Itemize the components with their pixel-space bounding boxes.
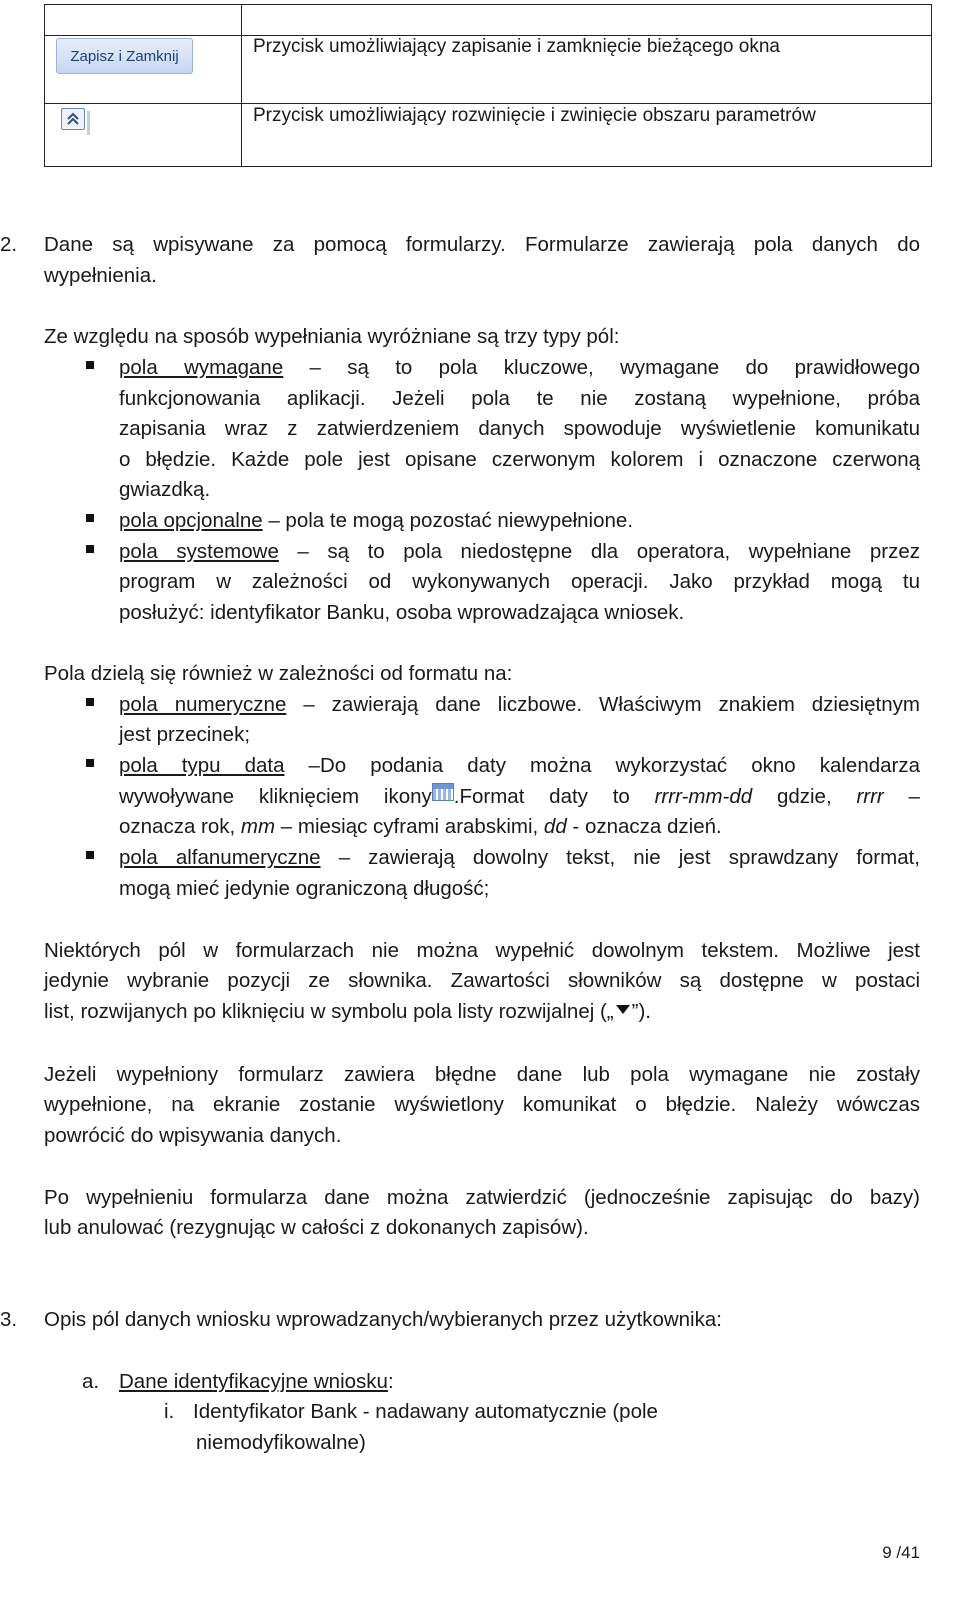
bullet-icon bbox=[86, 759, 94, 767]
item-i-line2: niemodyfikowalne) bbox=[196, 1431, 366, 1454]
error-para-line3: powrócić do wpisywania danych. bbox=[44, 1124, 342, 1147]
dropdown-arrow-icon bbox=[616, 1005, 630, 1014]
section-3-heading: Opis pól danych wniosku wprowadzanych/wybieranych przez użytkownika: bbox=[44, 1308, 722, 1331]
buttons-table bbox=[44, 4, 932, 167]
section-3-number: 3. bbox=[0, 1308, 18, 1331]
page-number: 9 /41 bbox=[882, 1543, 920, 1562]
expand-collapse-description: Przycisk umożliwiający rozwinięcie i zwinięcie obszaru parametrów bbox=[253, 105, 816, 126]
save-and-close-button[interactable]: Zapisz i Zamknij bbox=[56, 38, 193, 74]
required-fields-line2: funkcjonowania aplikacji. Jeżeli pola te nie zostaną wypełnione, próba bbox=[119, 387, 920, 410]
error-para-line1: Jeżeli wypełniony formularz zawiera błędne dane lub pola wymagane nie zostały bbox=[44, 1063, 920, 1086]
required-fields-line3: zapisania wraz z zatwierdzeniem danych spowoduje wyświetlenie komunikatu bbox=[119, 417, 920, 440]
bullet-icon bbox=[86, 698, 94, 706]
section-2-intro-line1: Dane są wpisywane za pomocą formularzy. Formularze zawierają pola danych do bbox=[44, 233, 920, 256]
numeric-fields-line1: pola numeryczne – zawierają dane liczbowe. Właściwym znakiem dziesiętnym bbox=[119, 693, 920, 716]
alnum-fields-line2: mogą mieć jedynie ograniczoną długość; bbox=[119, 877, 490, 900]
error-para-line2: wypełnione, na ekranie zostanie wyświetlony komunikat o błędzie. Należy wówczas bbox=[44, 1093, 920, 1116]
dictionary-para-line3: list, rozwijanych po kliknięciu w symbolu pola listy rozwijalnej („ ”). bbox=[44, 1000, 651, 1023]
field-types-heading: Ze względu na sposób wypełniania wyróżniane są trzy typy pól: bbox=[44, 325, 620, 348]
bullet-icon bbox=[86, 851, 94, 859]
save-para-line2: lub anulować (rezygnując w całości z dokonanych zapisów). bbox=[44, 1216, 589, 1239]
item-i-number: i. bbox=[164, 1400, 175, 1423]
section-2-intro-line2: wypełnienia. bbox=[44, 264, 157, 287]
bullet-icon bbox=[86, 514, 94, 522]
bullet-icon bbox=[86, 545, 94, 553]
system-fields-line2: program w zależności od wykonywanych operacji. Jako przykład mogą tu bbox=[119, 570, 920, 593]
dictionary-para-line2: jedynie wybranie pozycji ze słownika. Zawartości słowników są dostępne w postaci bbox=[44, 969, 920, 992]
alnum-fields-line1: pola alfanumeryczne – zawierają dowolny tekst, nie jest sprawdzany format, bbox=[119, 846, 920, 869]
double-chevron-up-icon[interactable] bbox=[61, 108, 85, 130]
date-fields-line2: wywoływane kliknięciem ikony .Format daty to rrrr-mm-dd gdzie, rrrr – bbox=[119, 785, 920, 808]
calendar-icon[interactable] bbox=[432, 783, 454, 801]
date-fields-line1: pola typu data –Do podania daty można wykorzystać okno kalendarza bbox=[119, 754, 921, 777]
required-fields-line4: o błędzie. Każde pole jest opisane czerwonym kolorem i oznaczone czerwoną bbox=[119, 448, 920, 471]
optional-fields-line: pola opcjonalne – pola te mogą pozostać niewypełnione. bbox=[119, 509, 634, 532]
save-close-description: Przycisk umożliwiający zapisanie i zamknięcie bieżącego okna bbox=[253, 36, 780, 57]
date-fields-line3: oznacza rok, mm – miesiąc cyframi arabskimi, dd - oznacza dzień. bbox=[119, 815, 722, 838]
numeric-fields-line2: jest przecinek; bbox=[119, 723, 251, 746]
bullet-icon bbox=[86, 361, 94, 369]
system-fields-line3: posłużyć: identyfikator Banku, osoba wprowadzająca wniosek. bbox=[119, 601, 685, 624]
section-2-number: 2. bbox=[0, 233, 18, 256]
save-para-line1: Po wypełnieniu formularza dane można zatwierdzić (jednocześnie zapisując do bazy) bbox=[44, 1186, 920, 1209]
item-a-number: a. bbox=[82, 1370, 100, 1393]
format-heading: Pola dzielą się również w zależności od formatu na: bbox=[44, 662, 513, 685]
required-fields-line1: pola wymagane – są to pola kluczowe, wymagane do prawidłowego bbox=[119, 356, 920, 379]
item-a-title: Dane identyfikacyjne wniosku: bbox=[119, 1370, 394, 1393]
required-fields-line5: gwiazdką. bbox=[119, 478, 211, 501]
dictionary-para-line1: Niektórych pól w formularzach nie można wypełnić dowolnym tekstem. Możliwe jest bbox=[44, 939, 920, 962]
system-fields-line1: pola systemowe – są to pola niedostępne dla operatora, wypełniane przez bbox=[119, 540, 921, 563]
item-i-line1: Identyfikator Bank - nadawany automatycznie (pole bbox=[193, 1400, 658, 1423]
